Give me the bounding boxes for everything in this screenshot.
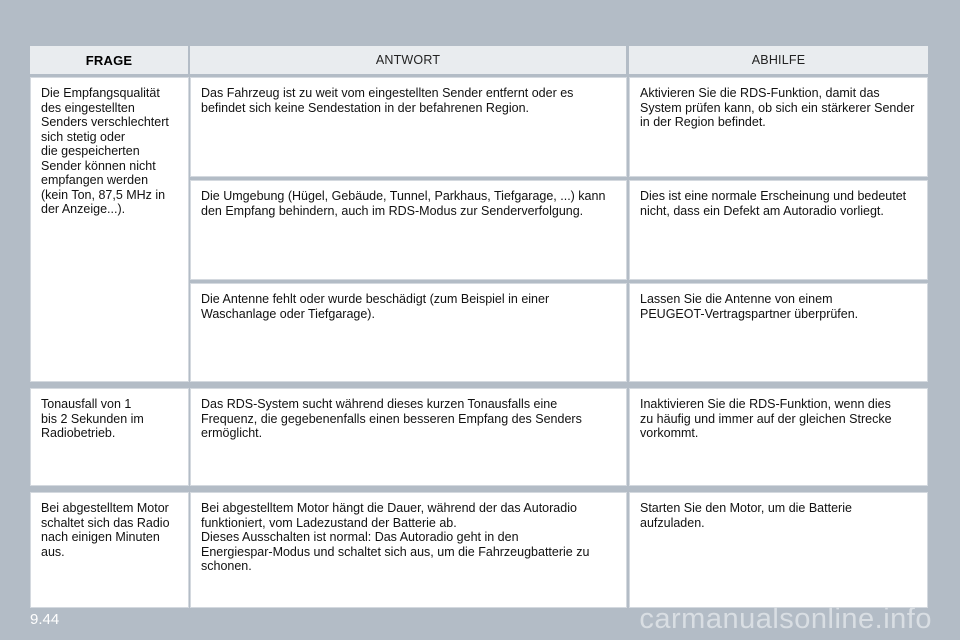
frage-cell-reception: Die Empfangsqualität des eingestellten Senders verschlechtert sich stetig oder die gespeicherten Sender können nicht empfangen werden (kein Ton, 87,5 MHz in der Anzeige...). [30,77,189,382]
header-abhilfe: ABHILFE [629,46,928,74]
antwort-cell-environment: Die Umgebung (Hügel, Gebäude, Tunnel, Parkhaus, Tiefgarage, ...) kann den Empfang behindern, auch im RDS-Modus zur Senderverfolgung. [190,180,627,280]
abhilfe-cell-activate-rds: Aktivieren Sie die RDS-Funktion, damit das System prüfen kann, ob sich ein stärkerer Sender in der Region befindet. [629,77,928,177]
abhilfe-cell-check-antenna: Lassen Sie die Antenne von einem PEUGEOT-Vertragspartner überprüfen. [629,283,928,382]
antwort-cell-too-far: Das Fahrzeug ist zu weit vom eingestellten Sender entfernt oder es befindet sich keine Sendestation in der befahrenen Region. [190,77,627,177]
abhilfe-cell-start-engine: Starten Sie den Motor, um die Batterie aufzuladen. [629,492,928,608]
frage-cell-engine-off: Bei abgestelltem Motor schaltet sich das Radio nach einigen Minuten aus. [30,492,189,608]
watermark: carmanualsonline.info [639,603,932,635]
antwort-cell-antenna: Die Antenne fehlt oder wurde beschädigt (zum Beispiel in einer Waschanlage oder Tiefgarage). [190,283,627,382]
antwort-cell-battery: Bei abgestelltem Motor hängt die Dauer, während der das Autoradio funktioniert, vom Ladezustand der Batterie ab. Dieses Ausschalten ist normal: Das Autoradio geht in den Energiespar-Modus und schaltet sich aus, um die Fahrzeugbatterie zu schonen. [190,492,627,608]
page-number: 9.44 [30,611,60,628]
antwort-cell-rds-search: Das RDS-System sucht während dieses kurzen Tonausfalls eine Frequenz, die gegebenenfalls einen besseren Empfang des Senders ermöglicht. [190,388,627,486]
abhilfe-cell-deactivate-rds: Inaktivieren Sie die RDS-Funktion, wenn dies zu häufig und immer auf der gleichen Strecke vorkommt. [629,388,928,486]
abhilfe-cell-normal: Dies ist eine normale Erscheinung und bedeutet nicht, dass ein Defekt am Autoradio vorliegt. [629,180,928,280]
header-antwort: ANTWORT [190,46,626,74]
frage-cell-sound-dropout: Tonausfall von 1 bis 2 Sekunden im Radiobetrieb. [30,388,189,486]
header-frage: FRAGE [30,46,188,74]
